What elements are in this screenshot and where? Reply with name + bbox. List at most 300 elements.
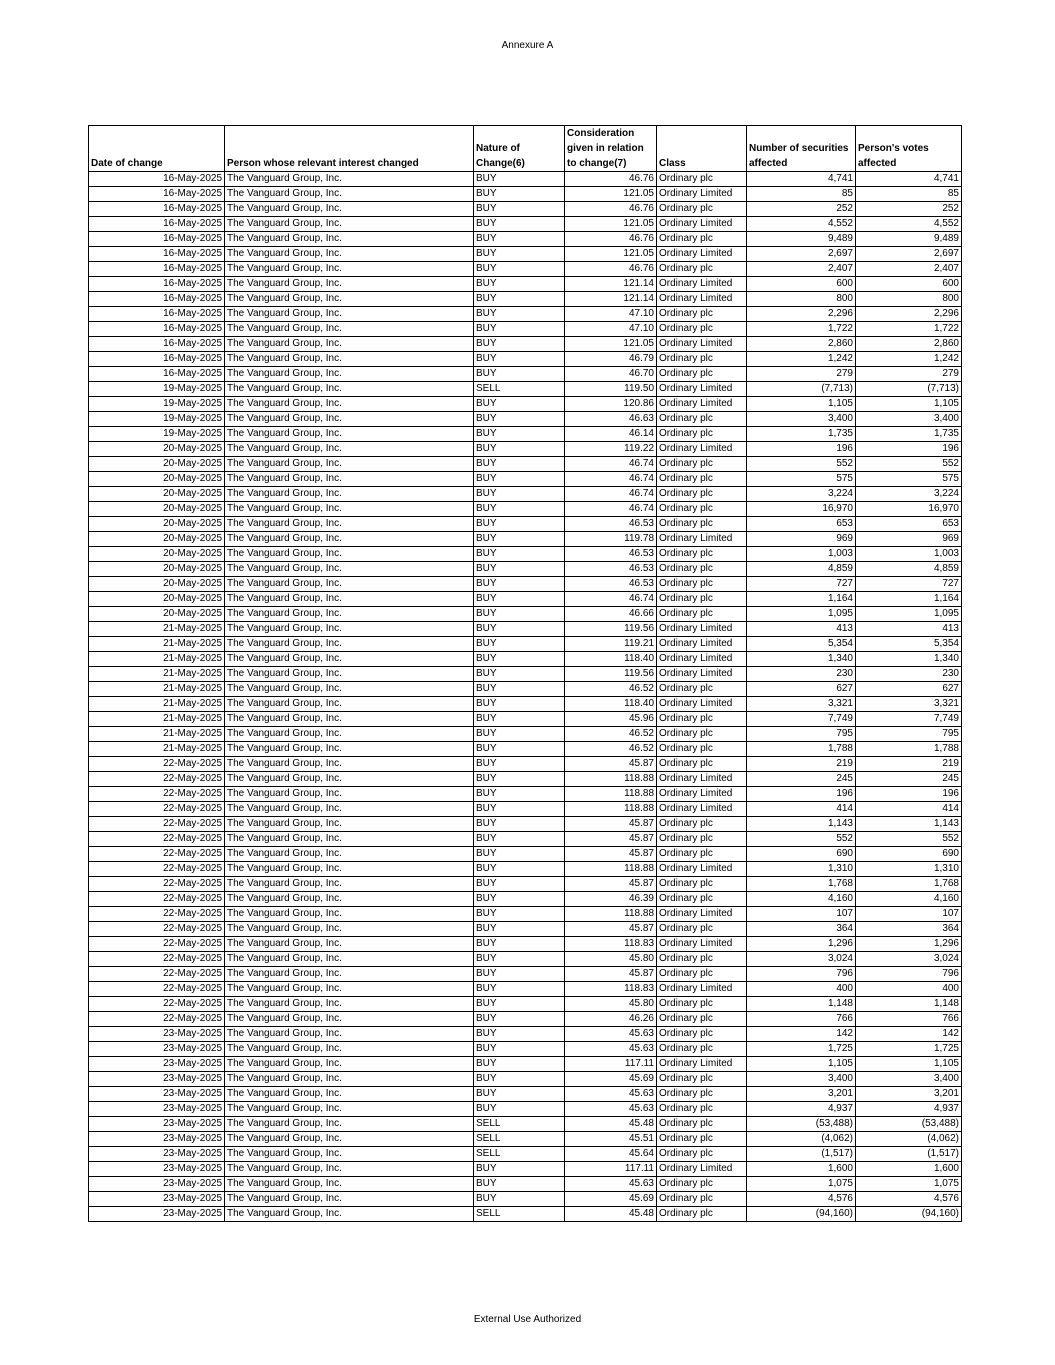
cell-class: Ordinary Limited	[657, 652, 747, 667]
cell-securities: 796	[747, 967, 856, 982]
cell-class: Ordinary plc	[657, 1132, 747, 1147]
cell-class: Ordinary Limited	[657, 787, 747, 802]
cell-votes: 1,725	[856, 1042, 962, 1057]
cell-nature: BUY	[474, 217, 565, 232]
cell-consideration: 46.53	[565, 577, 657, 592]
cell-class: Ordinary plc	[657, 847, 747, 862]
cell-person: The Vanguard Group, Inc.	[225, 637, 474, 652]
cell-nature: BUY	[474, 817, 565, 832]
cell-securities: 4,741	[747, 172, 856, 187]
cell-securities: 279	[747, 367, 856, 382]
cell-class: Ordinary plc	[657, 1087, 747, 1102]
cell-person: The Vanguard Group, Inc.	[225, 892, 474, 907]
cell-class: Ordinary plc	[657, 1012, 747, 1027]
cell-securities: 196	[747, 787, 856, 802]
cell-votes: 766	[856, 1012, 962, 1027]
cell-securities: 1,095	[747, 607, 856, 622]
cell-consideration: 46.53	[565, 517, 657, 532]
cell-date: 16-May-2025	[89, 337, 225, 352]
table-row	[89, 562, 962, 577]
cell-consideration: 46.76	[565, 232, 657, 247]
cell-securities: 364	[747, 922, 856, 937]
cell-nature: BUY	[474, 292, 565, 307]
cell-consideration: 46.26	[565, 1012, 657, 1027]
cell-person: The Vanguard Group, Inc.	[225, 832, 474, 847]
cell-consideration: 45.80	[565, 952, 657, 967]
cell-class: Ordinary plc	[657, 967, 747, 982]
cell-nature: BUY	[474, 952, 565, 967]
cell-nature: SELL	[474, 1207, 565, 1222]
cell-date: 20-May-2025	[89, 517, 225, 532]
cell-class: Ordinary Limited	[657, 907, 747, 922]
cell-nature: BUY	[474, 472, 565, 487]
cell-nature: BUY	[474, 427, 565, 442]
cell-nature: BUY	[474, 1192, 565, 1207]
cell-nature: BUY	[474, 1012, 565, 1027]
cell-securities: 1,242	[747, 352, 856, 367]
column-header-consideration: Consideration given in relation to change(7)	[565, 126, 657, 172]
cell-consideration: 46.74	[565, 592, 657, 607]
table-row	[89, 1117, 962, 1132]
cell-date: 20-May-2025	[89, 457, 225, 472]
cell-votes: 3,400	[856, 412, 962, 427]
cell-class: Ordinary plc	[657, 607, 747, 622]
cell-date: 23-May-2025	[89, 1132, 225, 1147]
cell-nature: BUY	[474, 1177, 565, 1192]
table-row	[89, 457, 962, 472]
cell-person: The Vanguard Group, Inc.	[225, 697, 474, 712]
cell-date: 20-May-2025	[89, 532, 225, 547]
table-row	[89, 232, 962, 247]
cell-class: Ordinary Limited	[657, 772, 747, 787]
cell-nature: SELL	[474, 1147, 565, 1162]
cell-date: 22-May-2025	[89, 1012, 225, 1027]
cell-votes: (94,160)	[856, 1207, 962, 1222]
cell-person: The Vanguard Group, Inc.	[225, 607, 474, 622]
cell-securities: 5,354	[747, 637, 856, 652]
cell-votes: 1,095	[856, 607, 962, 622]
cell-votes: 1,735	[856, 427, 962, 442]
cell-securities: 107	[747, 907, 856, 922]
cell-securities: (94,160)	[747, 1207, 856, 1222]
cell-votes: 230	[856, 667, 962, 682]
cell-securities: 4,576	[747, 1192, 856, 1207]
cell-date: 16-May-2025	[89, 187, 225, 202]
cell-date: 16-May-2025	[89, 202, 225, 217]
cell-consideration: 45.51	[565, 1132, 657, 1147]
cell-securities: 552	[747, 457, 856, 472]
cell-date: 16-May-2025	[89, 232, 225, 247]
cell-consideration: 46.14	[565, 427, 657, 442]
cell-class: Ordinary Limited	[657, 187, 747, 202]
cell-securities: 1,105	[747, 397, 856, 412]
cell-securities: 4,160	[747, 892, 856, 907]
cell-date: 22-May-2025	[89, 997, 225, 1012]
cell-date: 23-May-2025	[89, 1162, 225, 1177]
cell-nature: BUY	[474, 562, 565, 577]
cell-securities: 3,224	[747, 487, 856, 502]
table-row	[89, 1147, 962, 1162]
table-row	[89, 427, 962, 442]
cell-date: 22-May-2025	[89, 982, 225, 997]
cell-nature: BUY	[474, 322, 565, 337]
table-row	[89, 292, 962, 307]
cell-date: 16-May-2025	[89, 322, 225, 337]
cell-class: Ordinary plc	[657, 352, 747, 367]
table-row	[89, 307, 962, 322]
cell-date: 21-May-2025	[89, 637, 225, 652]
cell-date: 16-May-2025	[89, 217, 225, 232]
cell-securities: 653	[747, 517, 856, 532]
cell-consideration: 45.63	[565, 1027, 657, 1042]
cell-class: Ordinary plc	[657, 1102, 747, 1117]
cell-date: 21-May-2025	[89, 667, 225, 682]
cell-date: 16-May-2025	[89, 172, 225, 187]
cell-securities: 85	[747, 187, 856, 202]
cell-consideration: 46.76	[565, 202, 657, 217]
cell-person: The Vanguard Group, Inc.	[225, 202, 474, 217]
cell-person: The Vanguard Group, Inc.	[225, 1207, 474, 1222]
table-row	[89, 997, 962, 1012]
cell-nature: BUY	[474, 1162, 565, 1177]
cell-consideration: 118.83	[565, 937, 657, 952]
cell-securities: 600	[747, 277, 856, 292]
table-row	[89, 187, 962, 202]
table-body	[89, 172, 962, 1222]
cell-consideration: 119.78	[565, 532, 657, 547]
cell-person: The Vanguard Group, Inc.	[225, 772, 474, 787]
cell-class: Ordinary plc	[657, 457, 747, 472]
cell-class: Ordinary plc	[657, 682, 747, 697]
cell-person: The Vanguard Group, Inc.	[225, 547, 474, 562]
table-row	[89, 442, 962, 457]
cell-class: Ordinary Limited	[657, 802, 747, 817]
cell-person: The Vanguard Group, Inc.	[225, 652, 474, 667]
cell-person: The Vanguard Group, Inc.	[225, 382, 474, 397]
cell-votes: 800	[856, 292, 962, 307]
cell-nature: BUY	[474, 1087, 565, 1102]
cell-class: Ordinary plc	[657, 712, 747, 727]
table-row	[89, 352, 962, 367]
table-row	[89, 667, 962, 682]
cell-person: The Vanguard Group, Inc.	[225, 532, 474, 547]
cell-votes: 1,148	[856, 997, 962, 1012]
cell-nature: BUY	[474, 487, 565, 502]
cell-date: 16-May-2025	[89, 292, 225, 307]
table-row	[89, 892, 962, 907]
cell-votes: 400	[856, 982, 962, 997]
table-row	[89, 532, 962, 547]
cell-consideration: 118.88	[565, 772, 657, 787]
cell-person: The Vanguard Group, Inc.	[225, 277, 474, 292]
table-row	[89, 1162, 962, 1177]
cell-securities: 1,600	[747, 1162, 856, 1177]
cell-consideration: 45.64	[565, 1147, 657, 1162]
cell-date: 20-May-2025	[89, 607, 225, 622]
table-row	[89, 472, 962, 487]
cell-date: 23-May-2025	[89, 1072, 225, 1087]
cell-person: The Vanguard Group, Inc.	[225, 367, 474, 382]
cell-person: The Vanguard Group, Inc.	[225, 1117, 474, 1132]
cell-consideration: 46.52	[565, 742, 657, 757]
cell-votes: 5,354	[856, 637, 962, 652]
cell-securities: 1,075	[747, 1177, 856, 1192]
cell-nature: BUY	[474, 847, 565, 862]
cell-person: The Vanguard Group, Inc.	[225, 802, 474, 817]
cell-date: 21-May-2025	[89, 742, 225, 757]
cell-date: 22-May-2025	[89, 907, 225, 922]
table-row	[89, 832, 962, 847]
cell-consideration: 119.21	[565, 637, 657, 652]
cell-nature: BUY	[474, 982, 565, 997]
table-row	[89, 982, 962, 997]
cell-class: Ordinary Limited	[657, 667, 747, 682]
cell-consideration: 117.11	[565, 1057, 657, 1072]
cell-person: The Vanguard Group, Inc.	[225, 322, 474, 337]
cell-date: 20-May-2025	[89, 577, 225, 592]
cell-consideration: 119.22	[565, 442, 657, 457]
cell-consideration: 46.52	[565, 682, 657, 697]
table-row	[89, 802, 962, 817]
cell-consideration: 47.10	[565, 307, 657, 322]
cell-nature: BUY	[474, 787, 565, 802]
table-row	[89, 877, 962, 892]
cell-class: Ordinary Limited	[657, 442, 747, 457]
cell-nature: BUY	[474, 202, 565, 217]
cell-consideration: 45.48	[565, 1207, 657, 1222]
cell-consideration: 118.88	[565, 802, 657, 817]
cell-date: 22-May-2025	[89, 937, 225, 952]
cell-votes: 3,024	[856, 952, 962, 967]
cell-person: The Vanguard Group, Inc.	[225, 1162, 474, 1177]
cell-votes: 1,310	[856, 862, 962, 877]
cell-votes: 1,788	[856, 742, 962, 757]
cell-securities: 219	[747, 757, 856, 772]
cell-class: Ordinary plc	[657, 1117, 747, 1132]
table-row	[89, 172, 962, 187]
cell-consideration: 45.87	[565, 832, 657, 847]
cell-votes: 969	[856, 532, 962, 547]
cell-consideration: 45.69	[565, 1072, 657, 1087]
cell-date: 22-May-2025	[89, 862, 225, 877]
cell-votes: 1,143	[856, 817, 962, 832]
cell-person: The Vanguard Group, Inc.	[225, 712, 474, 727]
cell-person: The Vanguard Group, Inc.	[225, 337, 474, 352]
column-header-person: Person whose relevant interest changed	[225, 126, 474, 172]
cell-class: Ordinary plc	[657, 592, 747, 607]
table-row	[89, 787, 962, 802]
cell-securities: 4,552	[747, 217, 856, 232]
cell-securities: 2,860	[747, 337, 856, 352]
cell-consideration: 45.63	[565, 1042, 657, 1057]
cell-person: The Vanguard Group, Inc.	[225, 667, 474, 682]
table-row	[89, 1042, 962, 1057]
cell-date: 16-May-2025	[89, 367, 225, 382]
cell-nature: BUY	[474, 652, 565, 667]
table-row	[89, 967, 962, 982]
cell-votes: 3,321	[856, 697, 962, 712]
cell-person: The Vanguard Group, Inc.	[225, 862, 474, 877]
cell-nature: BUY	[474, 682, 565, 697]
cell-consideration: 119.56	[565, 622, 657, 637]
cell-nature: BUY	[474, 607, 565, 622]
cell-date: 23-May-2025	[89, 1147, 225, 1162]
table-row	[89, 367, 962, 382]
cell-securities: 16,970	[747, 502, 856, 517]
cell-person: The Vanguard Group, Inc.	[225, 727, 474, 742]
cell-class: Ordinary plc	[657, 367, 747, 382]
cell-consideration: 120.86	[565, 397, 657, 412]
cell-nature: BUY	[474, 907, 565, 922]
cell-date: 20-May-2025	[89, 502, 225, 517]
cell-votes: 413	[856, 622, 962, 637]
cell-votes: 414	[856, 802, 962, 817]
cell-date: 21-May-2025	[89, 682, 225, 697]
table-row	[89, 937, 962, 952]
cell-nature: BUY	[474, 637, 565, 652]
cell-securities: 1,105	[747, 1057, 856, 1072]
cell-class: Ordinary plc	[657, 817, 747, 832]
cell-class: Ordinary plc	[657, 1207, 747, 1222]
table-row	[89, 262, 962, 277]
cell-class: Ordinary Limited	[657, 277, 747, 292]
cell-securities: 2,697	[747, 247, 856, 262]
cell-securities: 2,296	[747, 307, 856, 322]
cell-votes: 552	[856, 457, 962, 472]
cell-class: Ordinary Limited	[657, 1057, 747, 1072]
cell-nature: SELL	[474, 1117, 565, 1132]
cell-class: Ordinary plc	[657, 892, 747, 907]
cell-class: Ordinary plc	[657, 547, 747, 562]
cell-nature: BUY	[474, 517, 565, 532]
cell-person: The Vanguard Group, Inc.	[225, 847, 474, 862]
cell-class: Ordinary plc	[657, 757, 747, 772]
column-header-nature: Nature of Change(6)	[474, 126, 565, 172]
cell-person: The Vanguard Group, Inc.	[225, 1027, 474, 1042]
cell-consideration: 45.87	[565, 877, 657, 892]
table-row	[89, 247, 962, 262]
cell-date: 22-May-2025	[89, 922, 225, 937]
cell-votes: 3,224	[856, 487, 962, 502]
table-row	[89, 412, 962, 427]
cell-class: Ordinary Limited	[657, 217, 747, 232]
cell-securities: (53,488)	[747, 1117, 856, 1132]
cell-votes: 1,164	[856, 592, 962, 607]
cell-votes: 1,105	[856, 397, 962, 412]
cell-votes: 279	[856, 367, 962, 382]
cell-class: Ordinary plc	[657, 412, 747, 427]
cell-nature: BUY	[474, 337, 565, 352]
cell-consideration: 117.11	[565, 1162, 657, 1177]
cell-nature: BUY	[474, 727, 565, 742]
cell-securities: 800	[747, 292, 856, 307]
cell-votes: 9,489	[856, 232, 962, 247]
cell-class: Ordinary plc	[657, 832, 747, 847]
cell-votes: (1,517)	[856, 1147, 962, 1162]
cell-nature: BUY	[474, 892, 565, 907]
cell-nature: BUY	[474, 547, 565, 562]
cell-consideration: 118.88	[565, 907, 657, 922]
cell-votes: 1,105	[856, 1057, 962, 1072]
cell-person: The Vanguard Group, Inc.	[225, 757, 474, 772]
cell-class: Ordinary plc	[657, 262, 747, 277]
table-row	[89, 1087, 962, 1102]
cell-nature: BUY	[474, 1102, 565, 1117]
cell-person: The Vanguard Group, Inc.	[225, 817, 474, 832]
cell-class: Ordinary plc	[657, 997, 747, 1012]
cell-class: Ordinary Limited	[657, 637, 747, 652]
table-row	[89, 1072, 962, 1087]
cell-date: 16-May-2025	[89, 262, 225, 277]
table-row	[89, 622, 962, 637]
table-row	[89, 1057, 962, 1072]
cell-nature: BUY	[474, 367, 565, 382]
cell-date: 16-May-2025	[89, 277, 225, 292]
cell-votes: 85	[856, 187, 962, 202]
cell-securities: 2,407	[747, 262, 856, 277]
cell-nature: BUY	[474, 307, 565, 322]
cell-class: Ordinary plc	[657, 427, 747, 442]
cell-person: The Vanguard Group, Inc.	[225, 982, 474, 997]
cell-class: Ordinary Limited	[657, 382, 747, 397]
cell-consideration: 46.53	[565, 562, 657, 577]
cell-nature: BUY	[474, 712, 565, 727]
cell-securities: 7,749	[747, 712, 856, 727]
table-row	[89, 592, 962, 607]
cell-securities: 252	[747, 202, 856, 217]
cell-consideration: 121.05	[565, 247, 657, 262]
cell-votes: 4,859	[856, 562, 962, 577]
table-row	[89, 922, 962, 937]
cell-nature: BUY	[474, 352, 565, 367]
cell-class: Ordinary plc	[657, 562, 747, 577]
cell-securities: 1,296	[747, 937, 856, 952]
cell-class: Ordinary plc	[657, 1147, 747, 1162]
cell-class: Ordinary plc	[657, 922, 747, 937]
cell-person: The Vanguard Group, Inc.	[225, 967, 474, 982]
cell-securities: (4,062)	[747, 1132, 856, 1147]
table-row	[89, 682, 962, 697]
cell-nature: BUY	[474, 967, 565, 982]
cell-securities: 627	[747, 682, 856, 697]
cell-nature: BUY	[474, 187, 565, 202]
cell-votes: 245	[856, 772, 962, 787]
cell-class: Ordinary plc	[657, 172, 747, 187]
cell-nature: BUY	[474, 502, 565, 517]
cell-votes: 2,860	[856, 337, 962, 352]
cell-person: The Vanguard Group, Inc.	[225, 517, 474, 532]
table-row	[89, 697, 962, 712]
cell-securities: 1,310	[747, 862, 856, 877]
cell-votes: 196	[856, 442, 962, 457]
cell-votes: 1,768	[856, 877, 962, 892]
cell-date: 22-May-2025	[89, 802, 225, 817]
cell-class: Ordinary plc	[657, 1027, 747, 1042]
cell-securities: 3,400	[747, 1072, 856, 1087]
cell-consideration: 45.48	[565, 1117, 657, 1132]
cell-securities: 142	[747, 1027, 856, 1042]
table-row	[89, 1177, 962, 1192]
cell-votes: 4,552	[856, 217, 962, 232]
cell-class: Ordinary Limited	[657, 982, 747, 997]
cell-person: The Vanguard Group, Inc.	[225, 1192, 474, 1207]
cell-class: Ordinary plc	[657, 322, 747, 337]
cell-class: Ordinary plc	[657, 742, 747, 757]
cell-person: The Vanguard Group, Inc.	[225, 262, 474, 277]
cell-date: 22-May-2025	[89, 757, 225, 772]
cell-date: 21-May-2025	[89, 652, 225, 667]
cell-consideration: 45.87	[565, 967, 657, 982]
